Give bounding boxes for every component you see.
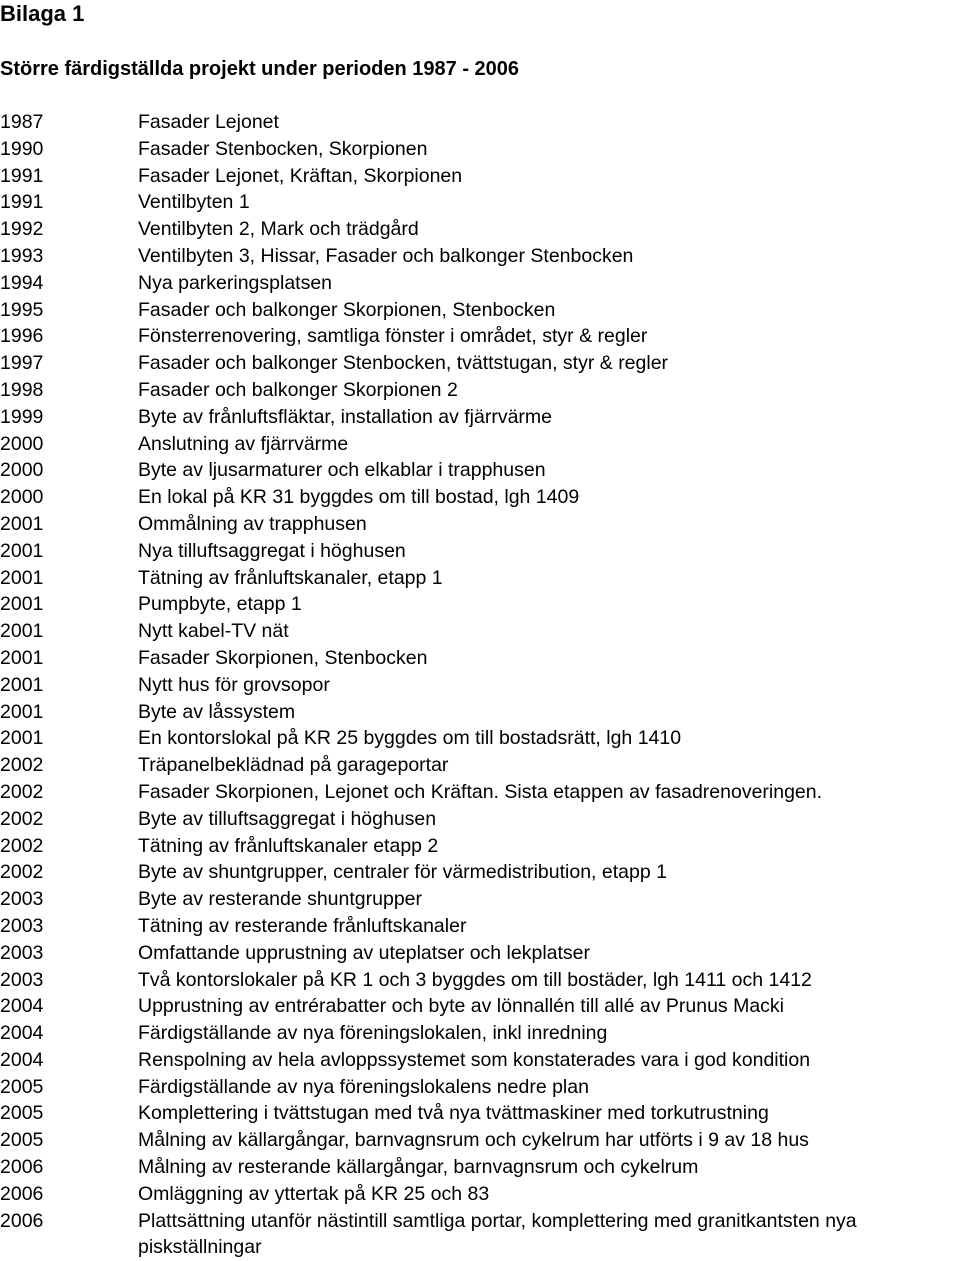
project-year: 2001 — [0, 512, 44, 535]
list-item — [0, 645, 960, 672]
list-item — [0, 591, 960, 618]
project-description: Anslutning av fjärrvärme — [138, 432, 349, 455]
list-item — [0, 859, 960, 886]
project-description: Fasader Stenbocken, Skorpionen — [138, 137, 428, 160]
project-description: Renspolning av hela avloppssystemet som konstaterades vara i god kondition — [138, 1048, 811, 1071]
project-description: Nya tilluftsaggregat i höghusen — [138, 539, 406, 562]
project-description: Byte av låssystem — [138, 700, 296, 723]
list-item — [0, 511, 960, 538]
project-description: Fasader Skorpionen, Lejonet och Kräftan. Sista etappen av fasadrenoveringen. — [138, 780, 823, 803]
project-description: Fasader Lejonet, Kräftan, Skorpionen — [138, 164, 463, 187]
project-description: Två kontorslokaler på KR 1 och 3 byggdes om till bostäder, lgh 1411 och 1412 — [138, 968, 812, 991]
appendix-label: Bilaga 1 — [0, 1, 85, 26]
project-year: 2004 — [0, 1048, 44, 1071]
project-year: 2002 — [0, 754, 44, 777]
list-item — [0, 993, 960, 1020]
list-item — [0, 216, 960, 243]
project-year: 1992 — [0, 218, 44, 241]
project-year: 2005 — [0, 1102, 44, 1125]
project-year: 1991 — [0, 191, 44, 214]
list-item — [0, 967, 960, 994]
project-description: Byte av shuntgrupper, centraler för värmedistribution, etapp 1 — [138, 861, 667, 884]
project-description: Omläggning av yttertak på KR 25 och 83 — [138, 1182, 490, 1205]
project-year: 2003 — [0, 914, 44, 937]
list-item — [0, 1047, 960, 1074]
project-year: 2001 — [0, 700, 44, 723]
project-description: Tätning av frånluftskanaler, etapp 1 — [138, 566, 443, 589]
project-year: 2001 — [0, 566, 44, 589]
project-year: 1995 — [0, 298, 44, 321]
project-description: Upprustning av entrérabatter och byte av lönnallén till allé av Prunus Macki — [138, 995, 785, 1018]
project-description: Omfattande upprustning av uteplatser och lekplatser — [138, 941, 591, 964]
project-year: 2001 — [0, 646, 44, 669]
project-description: Fasader och balkonger Skorpionen, Stenbocken — [138, 298, 556, 321]
project-year: 2004 — [0, 1022, 44, 1045]
list-item — [0, 1154, 960, 1181]
list-item — [0, 404, 960, 431]
project-year: 2006 — [0, 1156, 44, 1179]
project-description: Tätning av resterande frånluftskanaler — [138, 914, 467, 937]
project-year: 2003 — [0, 941, 44, 964]
list-item — [0, 1127, 960, 1154]
list-item — [0, 163, 960, 190]
project-description: Ventilbyten 1 — [138, 191, 250, 214]
list-item — [0, 1074, 960, 1101]
project-year: 2001 — [0, 593, 44, 616]
project-year: 1994 — [0, 271, 44, 294]
project-year: 2002 — [0, 834, 44, 857]
project-year: 2006 — [0, 1182, 44, 1205]
project-description: Byte av ljusarmaturer och elkablar i trapphusen — [138, 459, 546, 482]
list-item — [0, 243, 960, 270]
list-item — [0, 699, 960, 726]
project-year: 2002 — [0, 807, 44, 830]
project-year: 2004 — [0, 995, 44, 1018]
project-description: Målning av källargångar, barnvagnsrum och cykelrum har utförts i 9 av 18 hus — [138, 1129, 809, 1152]
project-year: 2001 — [0, 539, 44, 562]
project-description: Ommålning av trapphusen — [138, 512, 367, 535]
project-description: Fasader och balkonger Skorpionen 2 — [138, 378, 458, 401]
project-description: Färdigställande av nya föreningslokalen, inkl inredning — [138, 1022, 608, 1045]
project-description: Byte av resterande shuntgrupper — [138, 888, 423, 911]
project-description: Målning av resterande källargångar, barnvagnsrum och cykelrum — [138, 1156, 699, 1179]
project-year: 2003 — [0, 968, 44, 991]
project-year: 2001 — [0, 673, 44, 696]
list-item — [0, 1100, 960, 1127]
page-title: Större färdigställda projekt under perioden 1987 - 2006 — [0, 58, 520, 80]
project-description: En lokal på KR 31 byggdes om till bostad, lgh 1409 — [138, 486, 580, 509]
project-year: 1987 — [0, 111, 44, 133]
project-year: 1997 — [0, 352, 44, 375]
list-item — [0, 618, 960, 645]
list-item — [0, 565, 960, 592]
list-item — [0, 725, 960, 752]
list-item — [0, 484, 960, 511]
list-item — [0, 297, 960, 324]
project-description: Färdigställande av nya föreningslokalens nedre plan — [138, 1075, 589, 1098]
list-item — [0, 806, 960, 833]
list-item — [0, 538, 960, 565]
list-item — [0, 672, 960, 699]
project-description: Ventilbyten 2, Mark och trädgård — [138, 218, 419, 241]
project-description: Träpanelbeklädnad på garageportar — [138, 754, 449, 777]
project-year: 1999 — [0, 405, 44, 428]
project-description: Ventilbyten 3, Hissar, Fasader och balkonger Stenbocken — [138, 244, 634, 267]
project-description: Fönsterrenovering, samtliga fönster i området, styr & regler — [138, 325, 648, 348]
list-item — [0, 431, 960, 458]
list-item — [0, 136, 960, 163]
project-year: 2000 — [0, 432, 44, 455]
project-description: Fasader Skorpionen, Stenbocken — [138, 646, 428, 669]
list-item — [0, 1020, 960, 1047]
project-year: 1990 — [0, 137, 44, 160]
project-description: Tätning av frånluftskanaler etapp 2 — [138, 834, 439, 857]
list-item — [0, 270, 960, 297]
project-description: Byte av tilluftsaggregat i höghusen — [138, 807, 437, 830]
list-item — [0, 323, 960, 350]
project-description: Plattsättning utanför nästintill samtliga portar, komplettering med granitkantsten nya piskställningar — [138, 1209, 857, 1259]
project-description: Fasader Lejonet — [138, 111, 279, 133]
project-description: Nya parkeringsplatsen — [138, 271, 333, 294]
list-item — [0, 350, 960, 377]
list-item — [0, 189, 960, 216]
project-year: 1993 — [0, 244, 44, 267]
list-item — [0, 940, 960, 967]
project-description: Nytt hus för grovsopor — [138, 673, 330, 696]
project-description: Komplettering i tvättstugan med två nya tvättmaskiner med torkutrustning — [138, 1102, 769, 1125]
project-year: 1991 — [0, 164, 44, 187]
list-item — [0, 457, 960, 484]
project-list — [0, 109, 960, 1261]
project-year: 2002 — [0, 780, 44, 803]
project-description: Nytt kabel-TV nät — [138, 620, 289, 643]
list-item — [0, 886, 960, 913]
list-item — [0, 913, 960, 940]
list-item — [0, 779, 960, 806]
project-year: 2000 — [0, 486, 44, 509]
project-description: Pumpbyte, etapp 1 — [138, 593, 302, 616]
list-item — [0, 1208, 960, 1261]
list-item — [0, 752, 960, 779]
project-year: 2002 — [0, 861, 44, 884]
project-year: 2001 — [0, 727, 44, 750]
project-description: Fasader och balkonger Stenbocken, tvättstugan, styr & regler — [138, 352, 669, 375]
project-year: 1996 — [0, 325, 44, 348]
project-year: 2003 — [0, 888, 44, 911]
project-year: 2006 — [0, 1209, 44, 1232]
list-item — [0, 1181, 960, 1208]
project-year: 2005 — [0, 1129, 44, 1152]
list-item — [0, 109, 960, 136]
list-item — [0, 833, 960, 860]
list-item — [0, 377, 960, 404]
project-year: 2001 — [0, 620, 44, 643]
project-year: 2005 — [0, 1075, 44, 1098]
project-description: En kontorslokal på KR 25 byggdes om till bostadsrätt, lgh 1410 — [138, 727, 682, 750]
project-year: 1998 — [0, 378, 44, 401]
project-year: 2000 — [0, 459, 44, 482]
project-description: Byte av frånluftsfläktar, installation av fjärrvärme — [138, 405, 553, 428]
